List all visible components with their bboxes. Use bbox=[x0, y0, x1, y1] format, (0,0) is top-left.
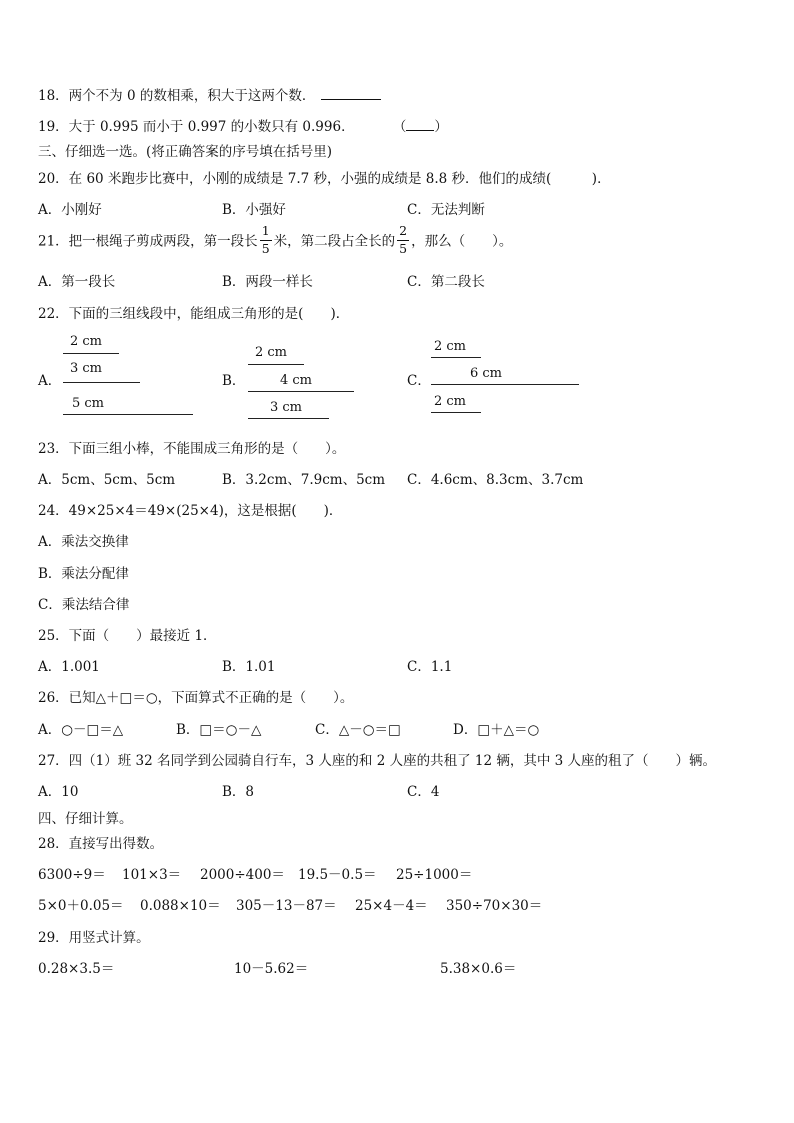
question-25-text: 25．下面（ ）最接近 1． bbox=[38, 628, 217, 644]
calc-item: 0.088×10＝ bbox=[140, 898, 221, 914]
calc-item: 19.5－0.5＝ bbox=[298, 867, 377, 883]
q26-option-d: D．□＋△＝○ bbox=[453, 722, 540, 738]
segment-line bbox=[63, 382, 140, 383]
section-4-heading: 四、仔细计算。 bbox=[38, 811, 133, 827]
vertical-calc-item: 10－5.62＝ bbox=[234, 961, 309, 977]
answer-paren: （ ） bbox=[392, 119, 448, 135]
calc-item: 101×3＝ bbox=[122, 867, 182, 883]
fraction-one-fifth: $\frac{1}{5}$ bbox=[261, 223, 270, 256]
segment-label: 2 cm bbox=[434, 394, 467, 409]
question-28-text: 28．直接写出得数。 bbox=[38, 836, 164, 852]
q27-option-c: C．4 bbox=[407, 784, 440, 800]
question-21 bbox=[38, 223, 513, 257]
q21-option-a: A．第一段长 bbox=[38, 274, 116, 290]
segment-label: 2 cm bbox=[70, 334, 103, 349]
segment-line bbox=[431, 412, 481, 413]
question-18 bbox=[38, 84, 381, 104]
q23-option-c: C．4.6cm、8.3cm、3.7cm bbox=[407, 472, 584, 488]
q23-option-a: A．5cm、5cm、5cm bbox=[38, 472, 176, 488]
q26-option-a: A．○－□＝△ bbox=[38, 722, 124, 738]
segment-line bbox=[63, 353, 119, 354]
vertical-calc-item: 0.28×3.5＝ bbox=[38, 961, 115, 977]
question-18-text: 18．两个不为 0 的数相乘，积大于这两个数． bbox=[38, 88, 316, 104]
q20-option-b: B．小强好 bbox=[222, 202, 286, 218]
q24-option-a: A．乘法交换律 bbox=[38, 534, 129, 550]
question-24-text: 24．49×25×4＝49×(25×4)，这是根据( )． bbox=[38, 503, 343, 519]
segment-label: 3 cm bbox=[70, 361, 103, 376]
q27-option-b: B．8 bbox=[222, 784, 255, 800]
q24-option-b: B．乘法分配律 bbox=[38, 566, 129, 582]
q21-option-c: C．第二段长 bbox=[407, 274, 485, 290]
question-21-text-c: ，那么（ ）。 bbox=[411, 233, 513, 250]
question-23-text: 23．下面三组小棒，不能围成三角形的是（ ）。 bbox=[38, 441, 346, 457]
question-21-text-a: 21．把一根绳子剪成两段，第一段长 bbox=[38, 233, 258, 250]
segment-line bbox=[248, 391, 354, 392]
q20-option-a: A．小刚好 bbox=[38, 202, 102, 218]
segment-label: 5 cm bbox=[72, 396, 105, 411]
segment-label: 4 cm bbox=[280, 373, 313, 388]
q21-option-b: B．两段一样长 bbox=[222, 274, 313, 290]
calc-item: 5×0＋0.05＝ bbox=[38, 898, 124, 914]
q22-option-a: A． bbox=[38, 373, 62, 389]
calc-item: 305－13－87＝ bbox=[236, 898, 337, 914]
question-27-text: 27．四（1）班 32 名同学到公园骑自行车，3 人座的和 2 人座的共租了 12 辆，其中 3 人座的租了（ ）辆。 bbox=[38, 753, 717, 769]
segment-line bbox=[248, 364, 304, 365]
q20-option-c: C．无法判断 bbox=[407, 202, 485, 218]
q26-option-b: B．□＝○－△ bbox=[176, 722, 262, 738]
q22-option-c: C． bbox=[407, 373, 431, 389]
q25-option-a: A．1.001 bbox=[38, 659, 100, 675]
segment-label: 3 cm bbox=[270, 400, 303, 415]
q26-option-c: C．△－○＝□ bbox=[315, 722, 401, 738]
q24-option-c: C．乘法结合律 bbox=[38, 597, 130, 613]
q25-option-c: C．1.1 bbox=[407, 659, 453, 675]
calc-item: 25÷1000＝ bbox=[396, 867, 473, 883]
question-21-text-b: 米，第二段占全长的 bbox=[273, 233, 396, 250]
segment-label: 6 cm bbox=[470, 366, 503, 381]
question-20-text: 20．在 60 米跑步比赛中，小刚的成绩是 7.7 秒，小强的成绩是 8.8 秒．他们的成绩( )． bbox=[38, 171, 611, 187]
segment-line bbox=[63, 414, 193, 415]
q23-option-b: B．3.2cm、7.9cm、5cm bbox=[222, 472, 386, 488]
segment-label: 2 cm bbox=[255, 345, 288, 360]
segment-line bbox=[431, 384, 579, 385]
segment-line bbox=[248, 418, 329, 419]
calc-item: 350÷70×30＝ bbox=[446, 898, 543, 914]
segment-label: 2 cm bbox=[434, 339, 467, 354]
answer-blank bbox=[321, 87, 381, 100]
question-26-text: 26．已知△＋□＝○，下面算式不正确的是（ ）。 bbox=[38, 690, 354, 706]
question-22-text: 22．下面的三组线段中，能组成三角形的是( )． bbox=[38, 306, 350, 322]
calc-item: 6300÷9＝ bbox=[38, 867, 106, 883]
segment-line bbox=[431, 357, 481, 358]
q27-option-a: A．10 bbox=[38, 784, 79, 800]
vertical-calc-item: 5.38×0.6＝ bbox=[440, 961, 517, 977]
question-29-text: 29．用竖式计算。 bbox=[38, 930, 150, 946]
section-3-heading: 三、仔细选一选。(将正确答案的序号填在括号里) bbox=[38, 144, 333, 160]
question-19 bbox=[38, 115, 448, 135]
question-19-text: 19．大于 0.995 而小于 0.997 的小数只有 0.996． bbox=[38, 119, 355, 135]
calc-item: 25×4－4＝ bbox=[355, 898, 428, 914]
fraction-two-fifths: $\frac{2}{5}$ bbox=[399, 223, 408, 256]
q22-option-b: B． bbox=[222, 373, 246, 389]
q25-option-b: B．1.01 bbox=[222, 659, 276, 675]
calc-item: 2000÷400＝ bbox=[200, 867, 285, 883]
